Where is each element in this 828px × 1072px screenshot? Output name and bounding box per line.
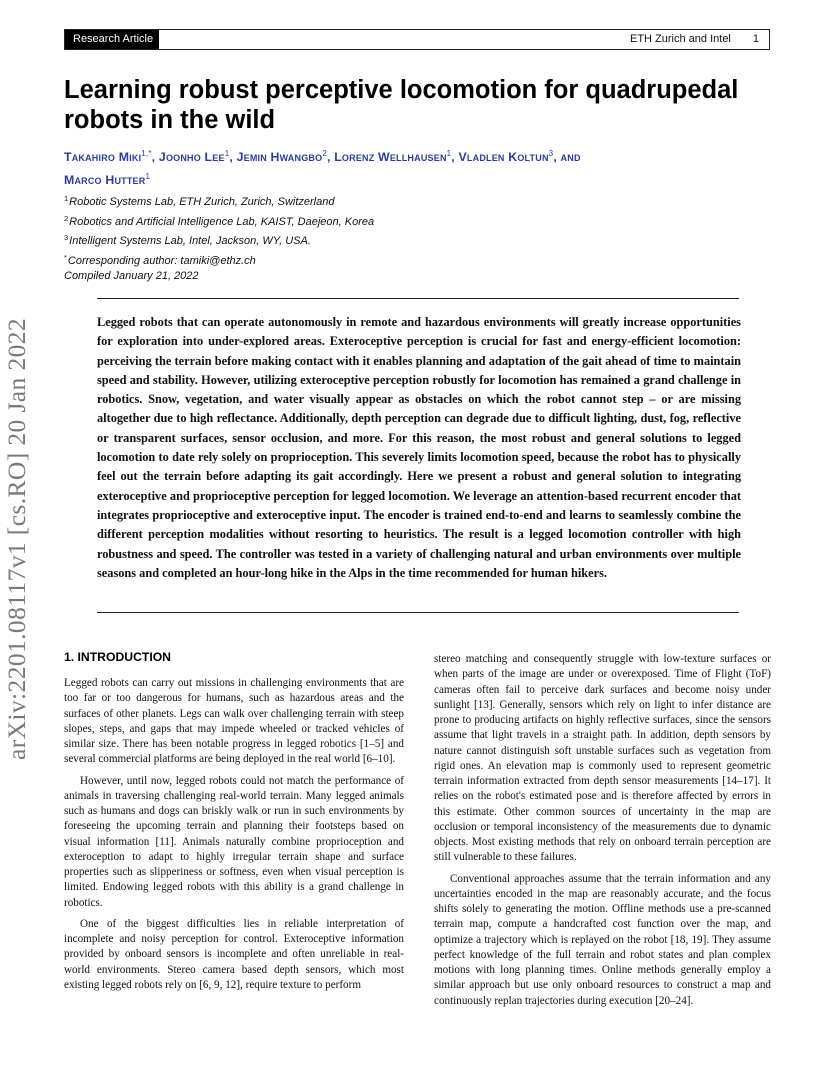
header-right [630,30,759,49]
author[interactable]: Vladlen Koltun$^3$ [458,149,554,164]
author[interactable]: Jemin Hwangbo$^2$ [236,149,327,164]
body-paragraph: Legged robots can carry out missions in challenging environments that are too far or too dangerous for humans, such as hazardous areas and the surfaces of other planets. Legs can walk over challenging terrain with steep slopes, steps, and gaps that may impede wheeled or tracked vehicles of similar size. There has been notable progress in legged robotics [1–5] and several commercial platforms are being deployed in the real world [6–10]. [64,677,404,766]
affiliation-line: $^1$Robotic Systems Lab, ETH Zurich, Zurich, Switzerland [64,194,335,208]
affiliation-line: $^2$Robotics and Artificial Intelligence Lab, KAIST, Daejeon, Korea [64,213,375,228]
paper-title: Learning robust perceptive locomotion for quadrupedal robots in the wild [64,76,739,134]
running-header [64,29,770,50]
left-column [64,650,404,993]
right-column [434,652,771,1009]
compiled-date: Compiled January 21, 2022 [64,270,199,282]
author[interactable]: Takahiro Miki$^{1,*}$ [64,149,152,164]
arxiv-identifier[interactable]: arXiv:2201.08117v1 [cs.RO] 20 Jan 2022 [2,317,31,760]
abstract: Legged robots that can operate autonomously in remote and hazardous environments will greatly increase opportunities for exploration into under-explored areas. Exteroceptive perception is crucial for fast and energy-efficient locomotion: perceiving the terrain before making contact with it enables planning and adaptation of the gait ahead of time to maintain speed and stability. However, utilizing exteroceptive perception robustly for locomotion has remained a grand challenge in robotics. Snow, vegetation, and water visually appear as obstacles on which the robot cannot step – or are missing altogether due to high reflectance. Additionally, depth perception can degrade due to difficult lighting, dust, fog, reflective or transparent surfaces, sensor occlusion, and more. For this reason, the most robust and general solutions to legged locomotion to date rely solely on proprioception. This severely limits locomotion speed, because the robot has to physically feel out the terrain before adapting its gait accordingly. Here we present a robust and general solution to integrating exteroceptive and proprioceptive perception for legged locomotion. We leverage an attention-based recurrent encoder that integrates proprioceptive and exteroceptive input. The encoder is trained end-to-end and learns to seamlessly combine the different perception modalities without resorting to heuristics. The result is a legged locomotion controller with high robustness and speed. The controller was tested in a variety of challenging natural and urban environments over multiple seasons and completed an hour-long hike in the Alps in the time recommended for human hikers. [97,315,741,580]
corresponding-author: *Corresponding author: tamiki@ethz.ch [64,252,256,267]
body-paragraph: However, until now, legged robots could not match the performance of animals in traversing challenging real-world terrain. Many legged animals such as humans and dogs can briskly walk or run in such environments by foreseeing the upcoming terrain and planning their footsteps based on visual information [11]. Animals naturally combine proprioception and exteroception to adapt to highly irregular terrain shape and surface properties such as slipperiness or softness, even when visual perception is limited. Endowing legged robots with this ability is a grand challenge in robotics. [64,774,404,909]
section-heading: 1. INTRODUCTION [64,650,171,664]
header-affiliation: ETH Zurich and Intel [630,33,731,45]
abstract-top-rule [97,298,739,299]
article-type-label: Research Article [65,30,159,49]
author-list: Takahiro Miki$^{1,*}$, Joonho Lee$^1$, Jemin Hwangbo$^2$, Lorenz Wellhausen$^1$, Vladlen Koltun$^3$, and Marco Hutter$^1$ [64,149,581,187]
body-paragraph: One of the biggest difficulties lies in reliable interpretation of incomplete and noisy perception for control. Exteroceptive information provided by onboard sensors is incomplete and often unreliable in real-world environments. Stereo camera based depth sensors, which most existing legged robots rely on [6, 9, 12], require texture to perform [64,917,404,991]
body-paragraph: Conventional approaches assume that the terrain information and any uncertainties encoded in the map are reasonably accurate, and the focus shifts solely to generating the motion. Offline methods use a pre-scanned terrain map, compute a handcrafted cost function over the map, and optimize a trajectory which is replayed on the robot [18, 19]. They assume perfect knowledge of the full terrain and robot states and plan complex motions with long planning times. Online methods generally employ a similar approach but use only onboard resources to construct a map and continuously replan trajectories during execution [20–24]. [434,872,771,1007]
author[interactable]: Marco Hutter$^1$ [64,172,151,187]
author[interactable]: Lorenz Wellhausen$^1$ [334,149,452,164]
author[interactable]: Joonho Lee$^1$ [158,149,230,164]
page-number: 1 [752,33,759,45]
affiliations [64,191,664,269]
affiliation-line: $^3$Intelligent Systems Lab, Intel, Jackson, WY, USA. [64,233,311,247]
abstract-bottom-rule [97,612,739,613]
body-paragraph: stereo matching and consequently struggle with low-texture surfaces or when parts of the image are under or overexposed. Time of Flight (ToF) cameras often fail to perceive dark surfaces and become noisy under sunlight [13]. Generally, sensors which rely on light to infer distance are prone to producing artifacts on highly reflective surfaces, since the sensors assume that light travels in a straight path. In addition, depth sensors by nature cannot distinguish soft unstable surfaces such as vegetation from rigid ones. An elevation map is commonly used to represent geometric terrain information extracted from depth sensor measurements [14–17]. It relies on the robot's estimated pose and is therefore affected by errors in this estimate. Other common sources of uncertainty in the map are occlusion or temporal inconsistency of the measurements due to dynamic objects. Most existing methods that rely on onboard terrain perception are still vulnerable to these failures. [434,653,771,864]
